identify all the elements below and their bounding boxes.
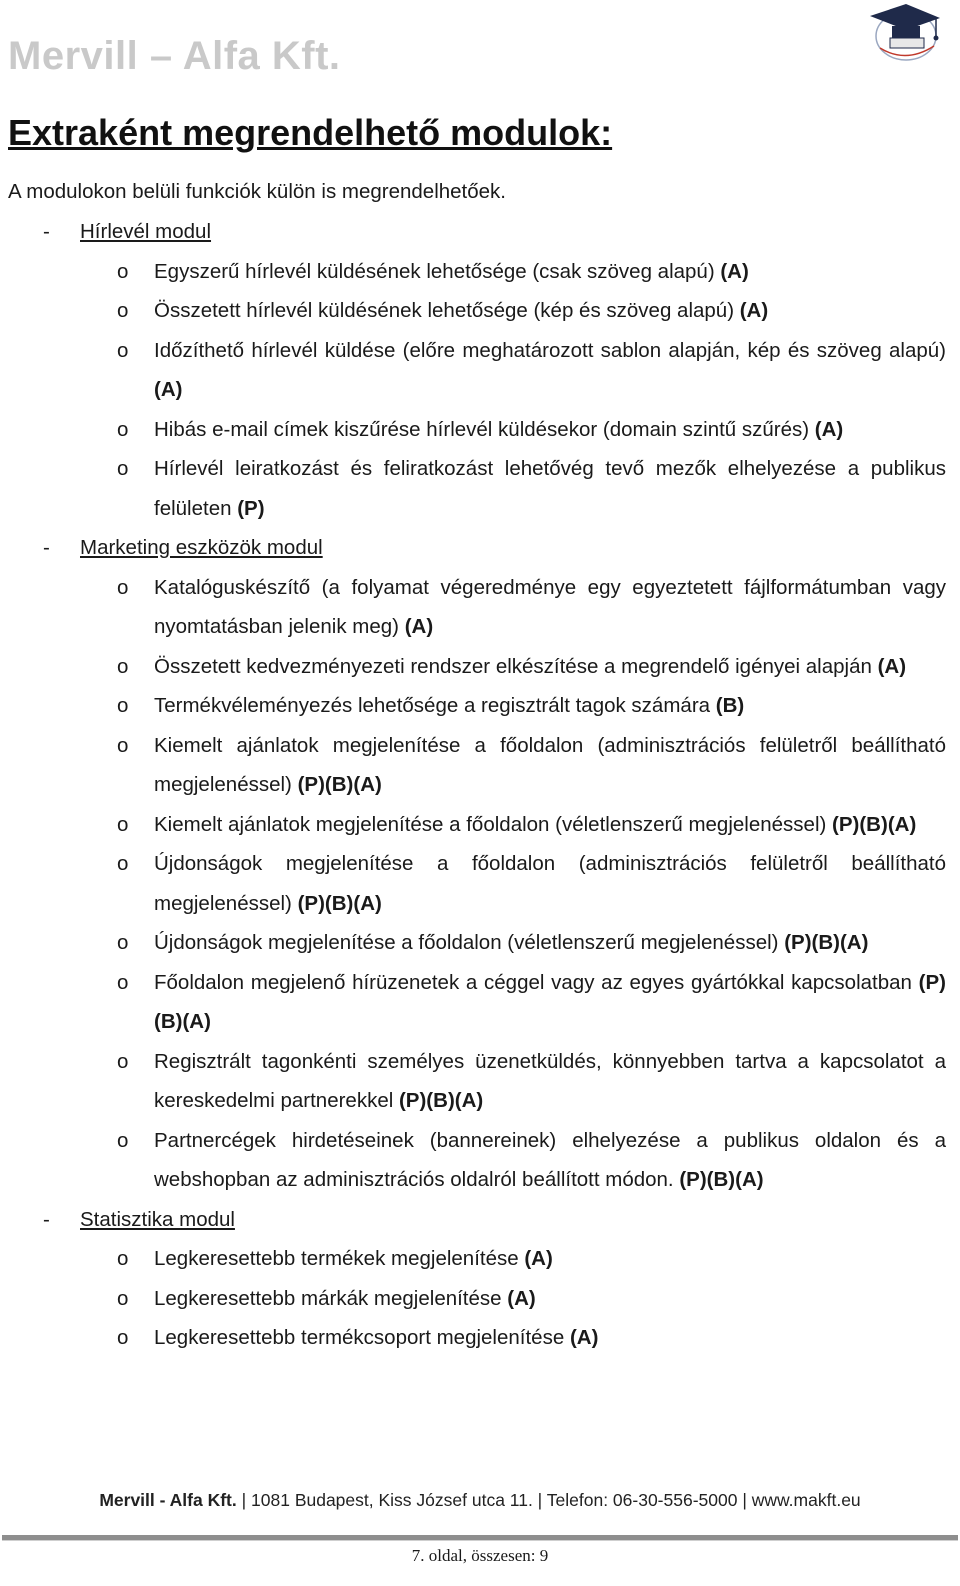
item-tag: (P)(B)(A) bbox=[154, 970, 946, 1033]
item-tag: (A) bbox=[507, 1286, 536, 1310]
item-text: Összetett hírlevél küldésének lehetősége (kép és szöveg alapú) bbox=[154, 299, 735, 322]
item-text: Regisztrált tagonkénti személyes üzenetküldés, könnyebben tartva a kapcsolatot a kereskedelmi partnerekkel bbox=[154, 1049, 946, 1112]
list-item bbox=[0, 844, 960, 923]
list-item bbox=[0, 331, 960, 410]
list-item bbox=[0, 647, 960, 687]
list-item bbox=[0, 805, 960, 845]
company-header-title: Mervill – Alfa Kft. bbox=[8, 34, 341, 78]
item-tag: (P)(B)(A) bbox=[398, 1089, 484, 1112]
item-tag: (P)(B)(A) bbox=[297, 891, 382, 915]
module-items bbox=[0, 1239, 960, 1358]
item-text: Kiemelt ajánlatok megjelenítése a főoldalon (adminisztrációs felületről beállítható megjelenéssel) bbox=[154, 733, 946, 796]
list-item bbox=[0, 686, 960, 726]
module-dash: - bbox=[43, 220, 50, 243]
item-text: Hírlevél leiratkozást és feliratkozást lehetővég tevő mezők elhelyezése a publikus felületen bbox=[154, 457, 946, 520]
item-tag: (A) bbox=[720, 259, 749, 283]
list-item bbox=[0, 1318, 960, 1358]
item-text: Időzíthető hírlevél küldése (előre meghatározott sablon alapján, kép és szöveg alapú) bbox=[154, 338, 946, 362]
module-dash: - bbox=[43, 536, 50, 559]
module-heading bbox=[0, 212, 960, 252]
list-item bbox=[0, 1239, 960, 1279]
module-list bbox=[0, 212, 960, 1358]
item-text: Legkeresettebb termékek megjelenítése bbox=[154, 1247, 519, 1270]
module-items bbox=[0, 252, 960, 529]
item-text: Összetett kedvezményezeti rendszer elkészítése a megrendelő igényei alapján bbox=[154, 654, 872, 678]
item-tag: (A) bbox=[404, 615, 434, 638]
item-text: Termékvéleményezés lehetősége a regisztrált tagok számára bbox=[154, 694, 711, 717]
bullet-icon: o bbox=[117, 694, 129, 717]
module-section bbox=[0, 1200, 960, 1358]
module-name: Hírlevél modul bbox=[80, 220, 212, 243]
list-item bbox=[0, 1042, 960, 1121]
list-item bbox=[0, 568, 960, 647]
item-tag: (P) bbox=[237, 496, 265, 520]
module-section bbox=[0, 212, 960, 528]
bullet-icon: o bbox=[117, 931, 129, 954]
item-tag: (A) bbox=[814, 417, 844, 441]
item-text: Katalóguskészítő (a folyamat végeredménye egy egyeztetett fájlformátumban vagy nyomtatásban jelenik meg) bbox=[154, 575, 946, 638]
item-tag: (P)(B)(A) bbox=[679, 1168, 764, 1191]
bullet-icon: o bbox=[117, 575, 129, 599]
item-tag: (A) bbox=[524, 1247, 553, 1270]
bullet-icon: o bbox=[117, 1049, 129, 1073]
item-text: Újdonságok megjelenítése a főoldalon (adminisztrációs felületről beállítható megjelenéssel) bbox=[154, 852, 946, 915]
footer-company: Mervill - Alfa Kft. bbox=[99, 1490, 237, 1510]
module-name: Statisztika modul bbox=[80, 1207, 235, 1231]
list-item bbox=[0, 252, 960, 292]
item-text: Hibás e-mail címek kiszűrése hírlevél küldésekor (domain szintű szűrés) bbox=[154, 417, 810, 441]
bullet-icon: o bbox=[117, 338, 129, 362]
item-text: Legkeresettebb márkák megjelenítése bbox=[154, 1286, 502, 1310]
item-text: Legkeresettebb termékcsoport megjelenítése bbox=[154, 1326, 565, 1349]
list-item bbox=[0, 410, 960, 450]
list-item bbox=[0, 963, 960, 1042]
module-heading bbox=[0, 1200, 960, 1240]
list-item bbox=[0, 291, 960, 331]
item-tag: (A) bbox=[569, 1326, 599, 1349]
bullet-icon: o bbox=[117, 852, 129, 875]
bullet-icon: o bbox=[117, 654, 129, 678]
page-number: 7. oldal, összesen: 9 bbox=[411, 1546, 549, 1565]
intro-text: A modulokon belüli funkciók külön is megrendelhetőek. bbox=[8, 180, 506, 203]
item-tag: (P)(B)(A) bbox=[784, 931, 869, 954]
module-name: Marketing eszközök modul bbox=[80, 536, 323, 559]
item-text: Kiemelt ajánlatok megjelenítése a főoldalon (véletlenszerű megjelenéssel) bbox=[154, 812, 827, 836]
item-tag: (A) bbox=[739, 299, 769, 322]
bullet-icon: o bbox=[117, 417, 129, 441]
module-items bbox=[0, 568, 960, 1200]
list-item bbox=[0, 726, 960, 805]
item-tag: (P)(B)(A) bbox=[832, 812, 917, 836]
item-text: Újdonságok megjelenítése a főoldalon (véletlenszerű megjelenéssel) bbox=[154, 931, 779, 954]
bullet-icon: o bbox=[117, 1286, 129, 1310]
item-text: Egyszerű hírlevél küldésének lehetősége (csak szöveg alapú) bbox=[154, 259, 715, 283]
item-tag: (A) bbox=[154, 378, 183, 401]
bullet-icon: o bbox=[117, 812, 129, 836]
bullet-icon: o bbox=[117, 970, 129, 994]
module-section bbox=[0, 528, 960, 1200]
section-title: Extraként megrendelhető modulok: bbox=[8, 112, 613, 153]
item-tag: (B) bbox=[715, 694, 745, 717]
footer-contact bbox=[0, 1490, 960, 1511]
list-item bbox=[0, 1121, 960, 1200]
bullet-icon: o bbox=[117, 457, 129, 480]
item-tag: (P)(B)(A) bbox=[297, 773, 382, 796]
footer-address: | 1081 Budapest, Kiss József utca 11. | Telefon: 06-30-556-5000 | www.makft.eu bbox=[236, 1490, 861, 1510]
bullet-icon: o bbox=[117, 299, 129, 322]
item-tag: (A) bbox=[877, 654, 907, 678]
module-dash: - bbox=[43, 1207, 50, 1231]
item-text: Főoldalon megjelenő hírüzenetek a céggel vagy az egyes gyártókkal kapcsolatban bbox=[154, 970, 912, 994]
list-item bbox=[0, 1279, 960, 1319]
module-heading bbox=[0, 528, 960, 568]
footer-divider bbox=[2, 1535, 958, 1541]
bullet-icon: o bbox=[117, 1326, 129, 1349]
mortarboard-logo-icon bbox=[866, 2, 942, 64]
list-item bbox=[0, 449, 960, 528]
bullet-icon: o bbox=[117, 733, 129, 757]
bullet-icon: o bbox=[117, 1128, 129, 1152]
item-text: Partnercégek hirdetéseinek (bannereinek) elhelyezése a publikus oldalon és a webshopban az adminisztrációs oldalról beállított módon. bbox=[154, 1128, 946, 1191]
list-item bbox=[0, 923, 960, 963]
bullet-icon: o bbox=[117, 1247, 129, 1270]
bullet-icon: o bbox=[117, 259, 129, 283]
